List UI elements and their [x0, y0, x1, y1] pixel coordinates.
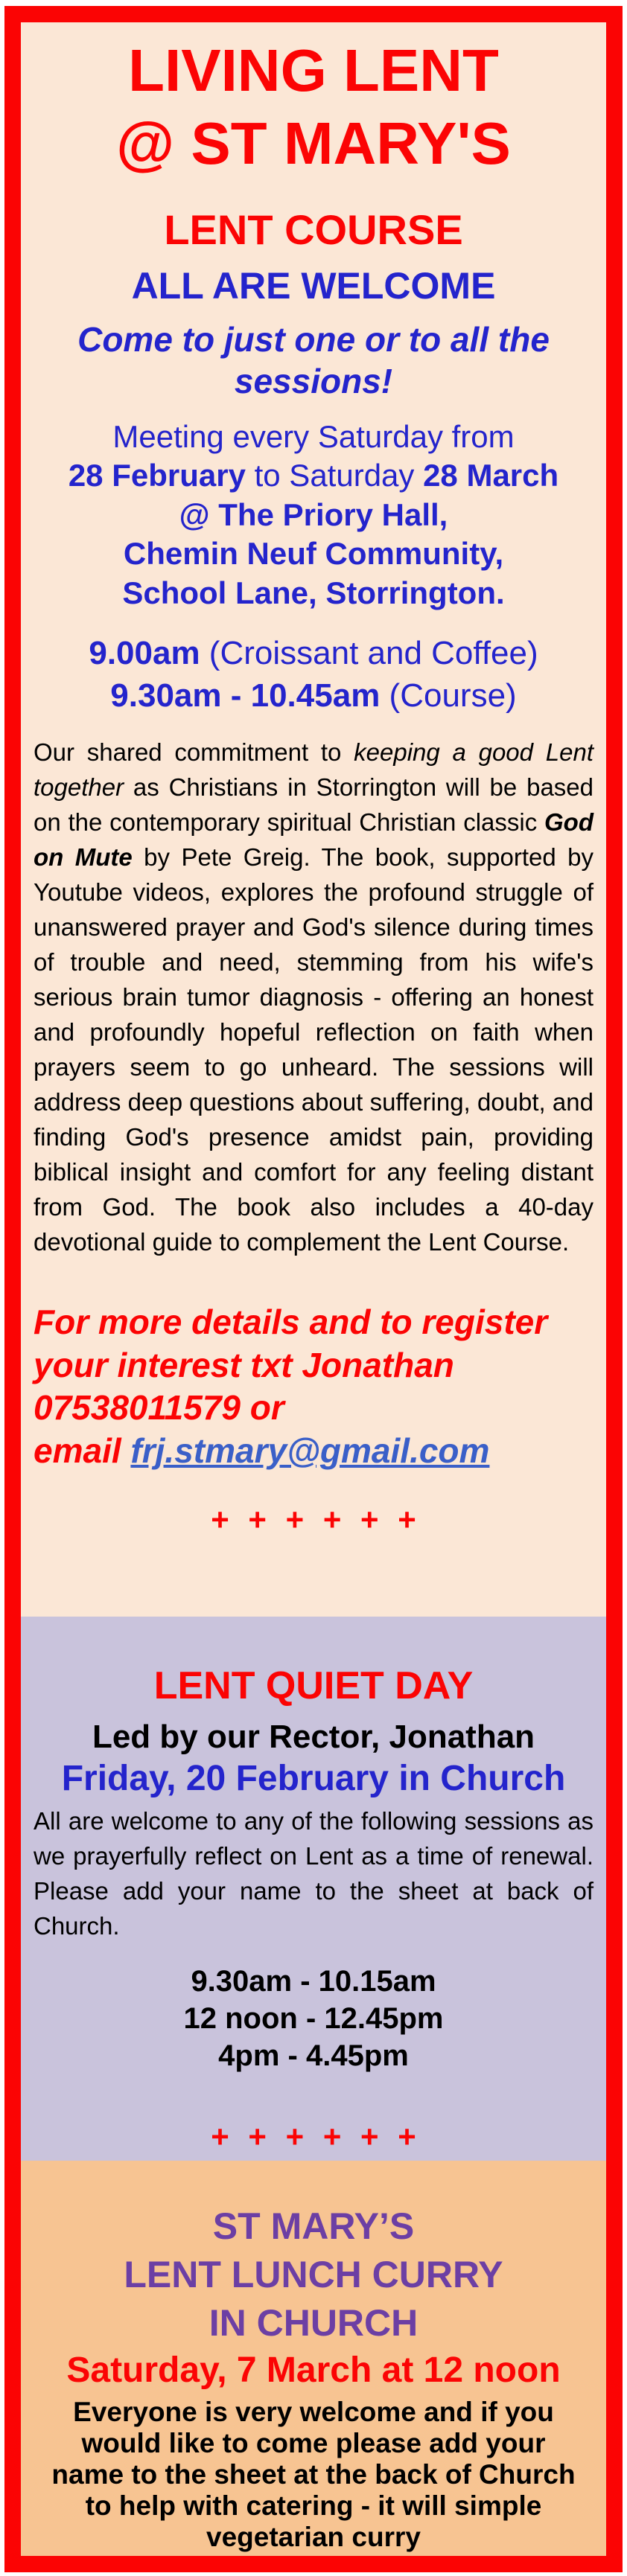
meeting-end-date: 28 March — [423, 458, 559, 493]
meeting-venue-line3: School Lane, Storrington. — [122, 575, 505, 610]
quiet-day-description: All are welcome to any of the following sessions as we prayerfully reflect on Lent as a time of renewal. Please add your name to the sheet at back of Church. — [34, 1806, 593, 1940]
plus-separator-quiet-day: + + + + + + — [211, 2118, 416, 2154]
schedule-desc2: (Course) — [380, 677, 517, 715]
curry-lunch-date: Saturday, 7 March at 12 noon — [66, 2350, 561, 2390]
plus-separator-course: + + + + + + — [211, 1502, 416, 1538]
contact-line1: For more details and to register — [34, 1303, 548, 1342]
meeting-start-date: 28 February — [68, 458, 246, 493]
poster-frame — [4, 6, 623, 2572]
quiet-day-leader: Led by our Rector, Jonathan — [92, 1719, 535, 1756]
quiet-day-date: Friday, 20 February in Church — [61, 1759, 566, 1799]
schedule-line2 — [21, 674, 606, 717]
page-title-line2: @ ST MARY'S — [116, 109, 511, 176]
contact-note — [34, 1301, 593, 1472]
quiet-day-time-slot: 4pm - 4.45pm — [218, 2039, 409, 2072]
description-run3: as Christians in Storrington will be based on the contemporary spiritual Christian classic — [34, 773, 593, 837]
meeting-line-intro: Meeting every Saturday from — [112, 418, 515, 454]
meeting-venue-line2: Chemin Neuf Community, — [123, 536, 504, 572]
meeting-details — [21, 418, 606, 613]
contact-line3: 07538011579 or — [34, 1388, 284, 1428]
session-schedule — [21, 632, 606, 717]
course-tagline-line1: Come to just one or to all the — [77, 320, 550, 359]
course-tagline — [21, 319, 606, 402]
page-title — [21, 34, 606, 179]
contact-line4 — [34, 1430, 593, 1473]
curry-title-line2: LENT LUNCH CURRY — [124, 2254, 503, 2295]
contact-line2: your interest txt Jonathan — [34, 1345, 454, 1384]
section-lent-course — [21, 22, 606, 1617]
lent-course-heading: LENT COURSE — [164, 206, 463, 254]
curry-title-line3: IN CHURCH — [209, 2302, 418, 2344]
schedule-time1: 9.00am — [89, 635, 200, 672]
course-tagline-line2: sessions! — [234, 362, 393, 401]
quiet-day-time-slot: 12 noon - 12.45pm — [183, 2001, 444, 2035]
meeting-venue-line1: @ The Priory Hall, — [179, 496, 448, 532]
meeting-line-dates — [21, 456, 606, 496]
quiet-day-session-times — [21, 1963, 606, 2074]
section-quiet-day — [21, 1617, 606, 2161]
section-curry-lunch — [21, 2161, 606, 2556]
email-link[interactable]: frj.stmary@gmail.com — [130, 1431, 490, 1470]
page-title-line1: LIVING LENT — [128, 37, 499, 103]
description-run1: Our shared commitment to — [34, 738, 354, 767]
schedule-desc1: (Croissant and Coffee) — [200, 635, 538, 672]
quiet-day-title: LENT QUIET DAY — [153, 1664, 474, 1707]
course-description — [34, 735, 593, 1259]
description-run5: by Pete Greig. The book, supported by Youtube videos, explores the profound struggle of unanswered prayer and God's silence during times of trouble and need, stemming from his wife's serious brain tumor diagnosis - offering an honest and profoundly hopeful reflection on faith when prayers seem to go unheard. The sessions will address deep questions about suffering, doubt, and finding God's presence amidst pain, providing biblical insight and comfort for any feeling distant from God. The book also includes a 40-day devotional guide to complement the Lent Course. — [34, 843, 594, 1256]
email-label: email — [34, 1431, 131, 1470]
book-title: God on Mute — [34, 808, 593, 872]
schedule-time2: 9.30am - 10.45am — [110, 677, 381, 715]
meeting-dates-mid: to Saturday — [245, 458, 424, 493]
quiet-day-time-slot: 9.30am - 10.15am — [191, 1964, 436, 1998]
description-run2-italic: keeping a good Lent together — [34, 738, 593, 802]
curry-lunch-title — [21, 2202, 606, 2348]
all-are-welcome-heading: ALL ARE WELCOME — [131, 265, 496, 307]
curry-title-line1: ST MARY’S — [212, 2205, 415, 2247]
schedule-line1 — [21, 632, 606, 674]
curry-lunch-note: Everyone is very welcome and if you would like to come please add your name to the sheet at the back of Church to help with catering - it will simple vegetarian curry — [51, 2396, 576, 2552]
